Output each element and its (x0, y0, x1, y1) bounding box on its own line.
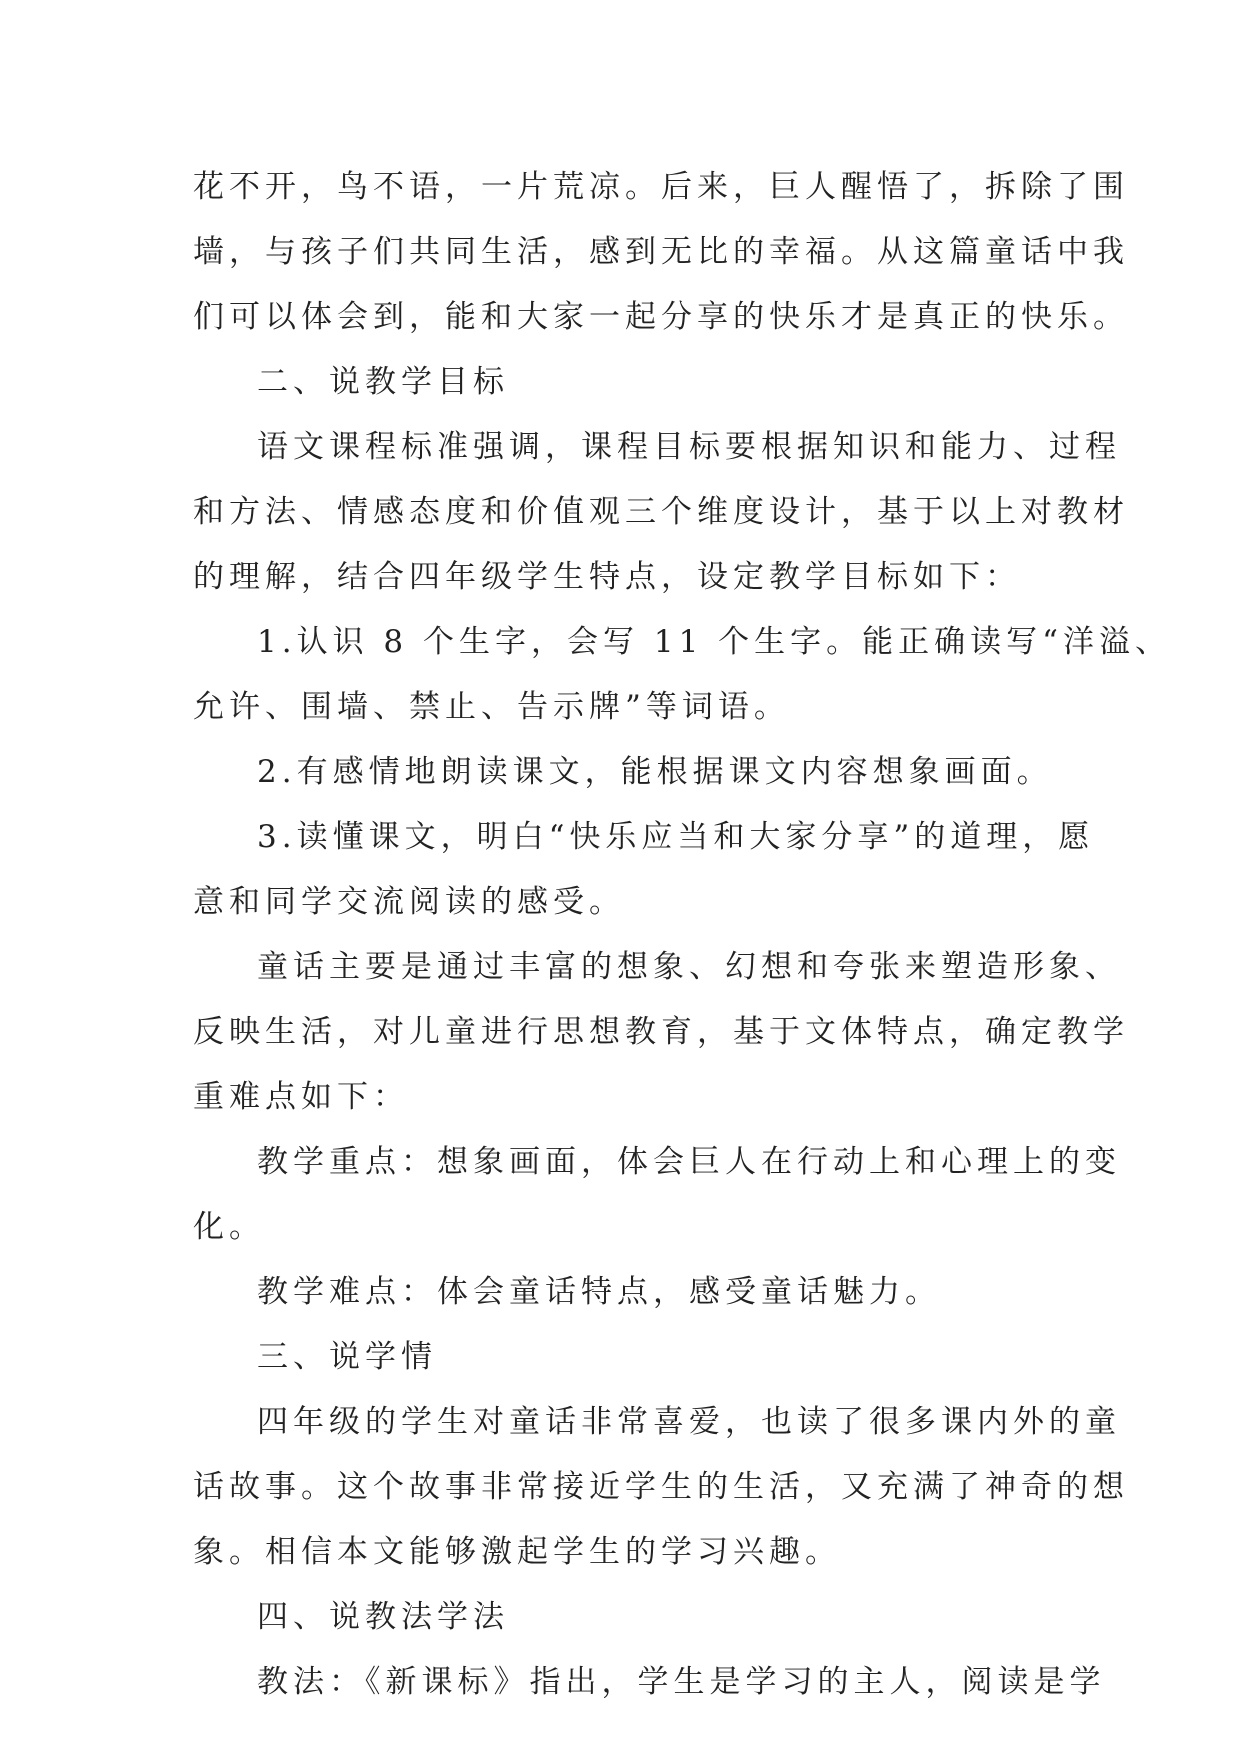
text-line: 墙，与孩子们共同生活，感到无比的幸福。从这篇童话中我 (193, 234, 1129, 270)
text-line: 教法：《新课标》指出，学生是学习的主人，阅读是学 (257, 1664, 1106, 1700)
text-line: 四年级的学生对童话非常喜爱，也读了很多课内外的童 (257, 1404, 1121, 1440)
text-line: 化。 (193, 1209, 265, 1245)
section-heading-teaching-goals: 二、说教学目标 (257, 364, 509, 400)
goal-item-1: 1.认识 8 个生字，会写 11 个生字。能正确读写“洋溢、 (257, 624, 1172, 660)
section-heading-methods: 四、说教法学法 (257, 1599, 509, 1635)
teaching-difficulty: 教学难点：体会童话特点，感受童话魅力。 (257, 1274, 941, 1310)
text-line: 语文课程标准强调，课程目标要根据知识和能力、过程 (257, 429, 1121, 465)
teaching-focus: 教学重点：想象画面，体会巨人在行动上和心理上的变 (257, 1144, 1121, 1180)
text-line: 们可以体会到，能和大家一起分享的快乐才是真正的快乐。 (193, 299, 1129, 335)
text-line: 花不开，鸟不语，一片荒凉。后来，巨人醒悟了，拆除了围 (193, 169, 1129, 205)
text-line: 意和同学交流阅读的感受。 (193, 884, 625, 920)
text-line: 的理解，结合四年级学生特点，设定教学目标如下： (193, 559, 1021, 595)
text-line: 反映生活，对儿童进行思想教育，基于文体特点，确定教学 (193, 1014, 1129, 1050)
text-line: 童话主要是通过丰富的想象、幻想和夸张来塑造形象、 (257, 949, 1121, 985)
goal-item-3: 3.读懂课文，明白“快乐应当和大家分享”的道理，愿 (257, 819, 1095, 855)
text-line: 象。相信本文能够激起学生的学习兴趣。 (193, 1534, 841, 1570)
goal-item-2: 2.有感情地朗读课文，能根据课文内容想象画面。 (257, 754, 1053, 790)
text-line: 话故事。这个故事非常接近学生的生活，又充满了神奇的想 (193, 1469, 1129, 1505)
section-heading-student-analysis: 三、说学情 (257, 1339, 437, 1375)
document-body (193, 155, 1172, 1715)
text-line: 允许、围墙、禁止、告示牌”等词语。 (193, 689, 790, 725)
text-line: 和方法、情感态度和价值观三个维度设计，基于以上对教材 (193, 494, 1129, 530)
text-line: 重难点如下： (193, 1079, 409, 1115)
